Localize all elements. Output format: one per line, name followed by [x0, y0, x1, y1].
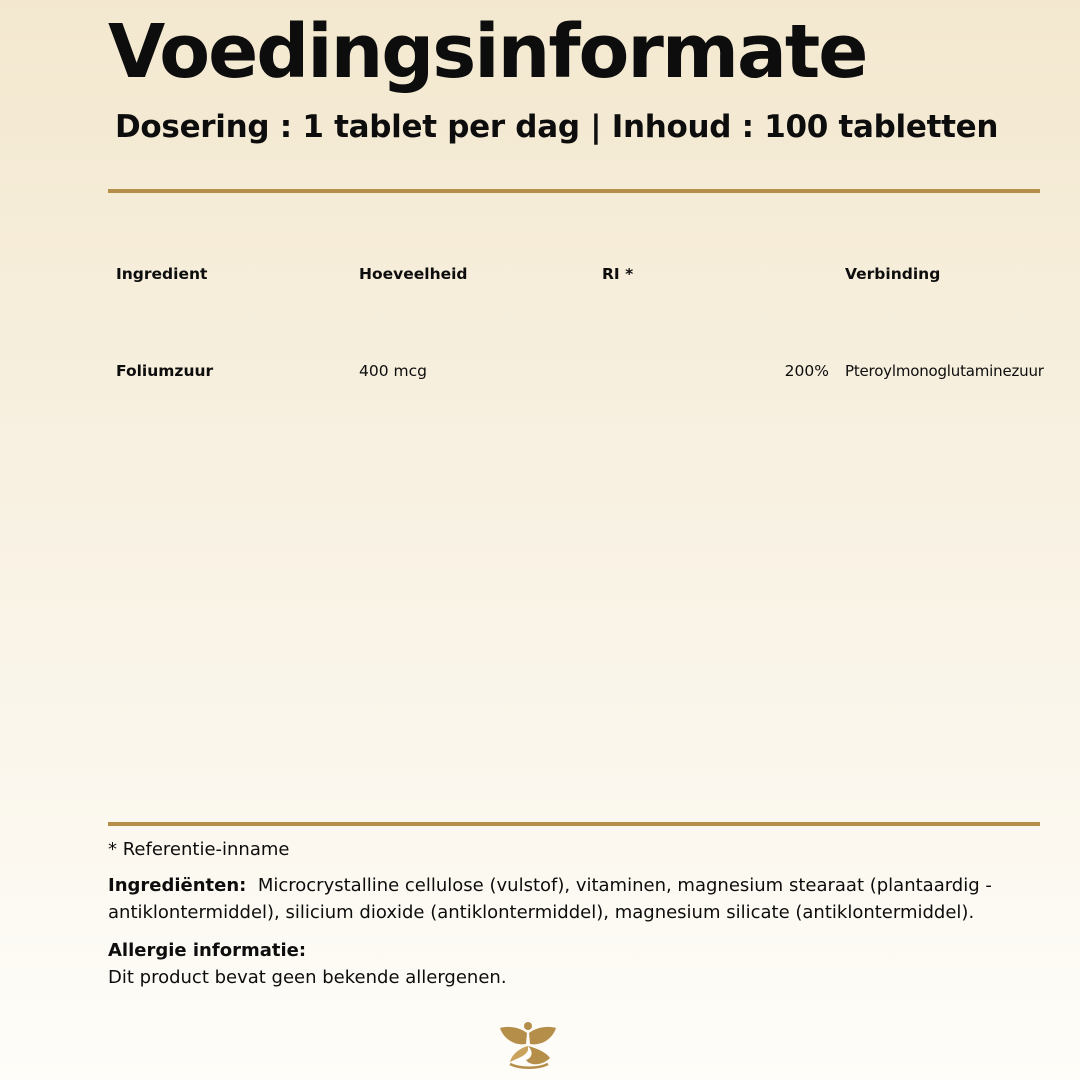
cell-ingredient: Foliumzuur	[116, 362, 214, 380]
bottom-divider	[108, 822, 1040, 826]
column-header-compound: Verbinding	[845, 265, 941, 283]
cell-ri: 200%	[784, 362, 829, 380]
ingredients-paragraph	[108, 872, 1048, 926]
top-divider	[108, 189, 1040, 193]
column-header-ri: RI *	[602, 265, 634, 283]
ingredients-text: Microcrystalline cellulose (vulstof), vitaminen, magnesium stearaat (plantaardig - antiklontermiddel), silicium dioxide (antiklontermiddel), magnesium silicate (antiklontermiddel).	[108, 875, 992, 923]
column-header-ingredient: Ingredient	[116, 265, 208, 283]
page-title: Voedingsinformate	[108, 9, 867, 95]
column-header-amount: Hoeveelheid	[359, 265, 468, 283]
allergy-text: Dit product bevat geen bekende allergenen.	[108, 967, 507, 988]
allergy-title: Allergie informatie:	[108, 940, 307, 961]
leaf-person-logo-icon	[498, 1020, 558, 1070]
dosage-subtitle: Dosering : 1 tablet per dag | Inhoud : 100 tabletten	[115, 109, 999, 145]
cell-compound: Pteroylmonoglutaminezuur	[845, 362, 1044, 380]
ingredients-label: Ingrediënten:	[108, 875, 247, 896]
footnote: * Referentie-inname	[108, 839, 290, 860]
cell-amount: 400 mcg	[359, 362, 427, 380]
